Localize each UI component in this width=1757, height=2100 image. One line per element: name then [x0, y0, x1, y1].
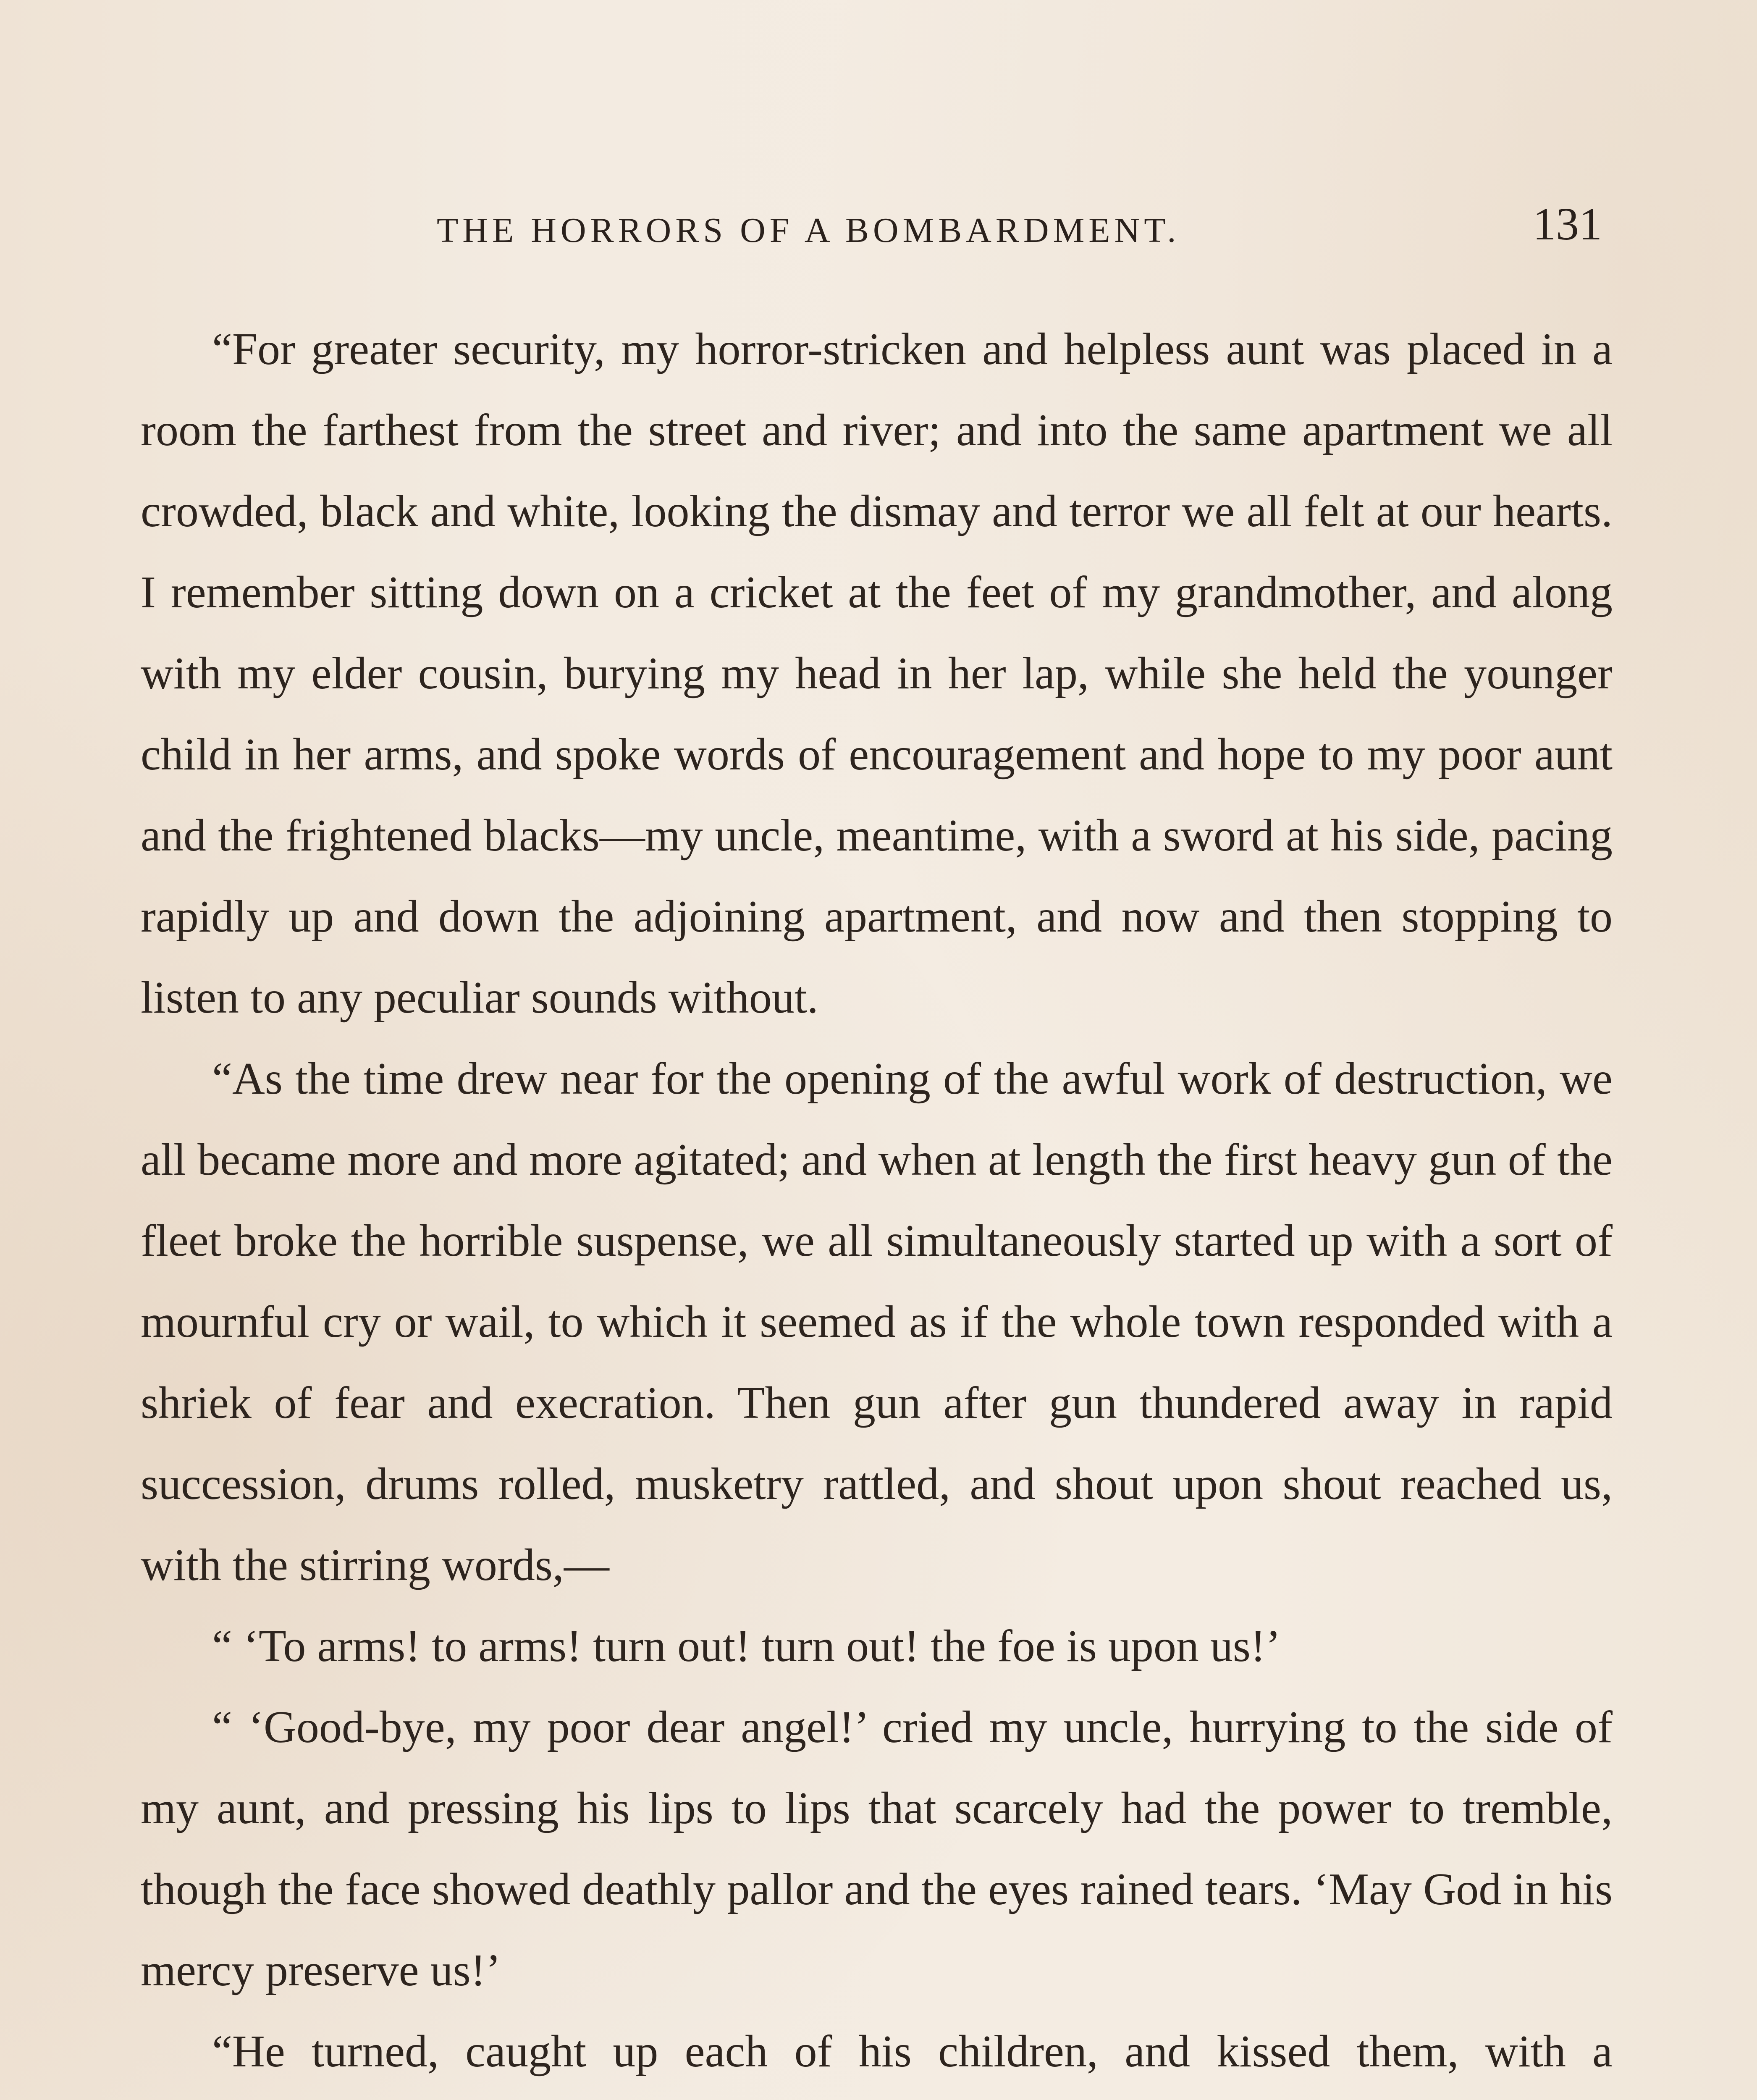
paragraph: “As the time drew near for the opening of the awful work of destruction, we all became more and more agitated; and when at length the first heavy gun of the fleet broke the horrible suspense, we all simultaneously started up with a sort of mournful cry or wail, to which it seemed as if the whole town responded with a shriek of fear and execration. Then gun after gun thundered away in rapid succession, drums rolled, musketry rattled, and shout upon shout reached us, with the stirring words,— [141, 1054, 1613, 1590]
paragraph: “He turned, caught up each of his children, and kissed them, with a [212, 2026, 1613, 2076]
page-number: 131 [1533, 198, 1602, 249]
paragraph: “ ‘To arms! to arms! turn out! turn out! the foe is upon us!’ [212, 1621, 1281, 1671]
paragraph: “For greater security, my horror-stricken and helpless aunt was placed in a room the farthest from the street and river; and into the same apartment we all crowded, black and white, looking the dismay and terror we all felt at our hearts. I remember sitting down on a cricket at the feet of my grandmother, and along with my elder cousin, burying my head in her lap, while she held the younger child in her arms, and spoke words of encouragement and hope to my poor aunt and the frightened blacks—my uncle, meantime, with a sword at his side, pacing rapidly up and down the adjoining apartment, and now and then stopping to listen to any peculiar sounds without. [141, 324, 1613, 1023]
body-text [141, 309, 1613, 2100]
paragraph: “ ‘Good-bye, my poor dear angel!’ cried my uncle, hurrying to the side of my aunt, and pressing his lips to lips that scarcely had the power to tremble, though the face showed deathly pallor and the eyes rained tears. ‘May God in his mercy preserve us!’ [141, 1702, 1613, 1995]
running-title: THE HORRORS OF A BOMBARDMENT. [437, 211, 1180, 250]
